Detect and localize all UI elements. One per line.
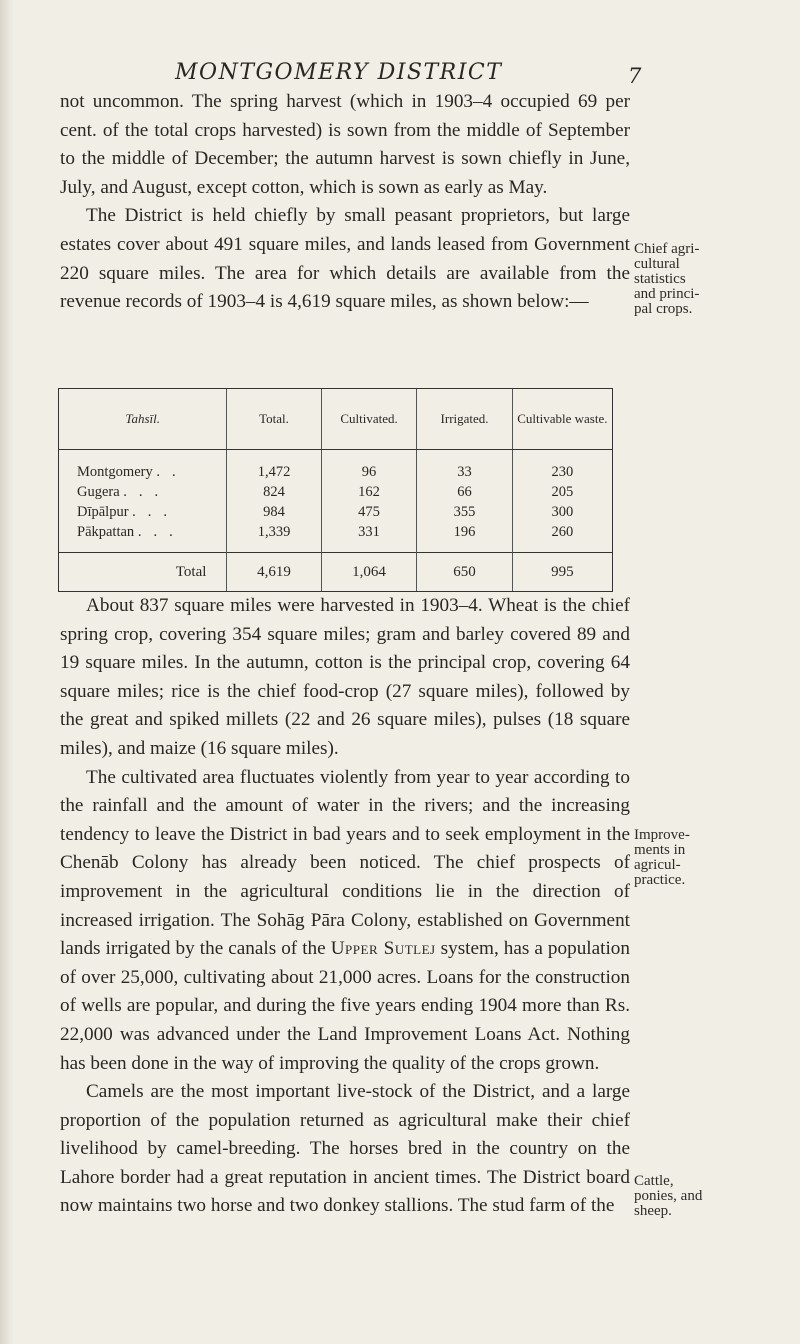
cell-total: 984 <box>227 502 321 522</box>
text-block-2 <box>60 592 630 1221</box>
column-header-cultivable-waste: Cultivable waste. <box>512 389 612 450</box>
cell-cultivated: 331 <box>321 522 417 553</box>
tahsil-name: Gugera ... <box>59 482 227 502</box>
paragraph-land-tenure: The District is held chiefly by small peasant proprietors, but large estates cover about 491 square miles, and lands leased from Government 220 square miles. The area for which details are available from the revenue records of 1903–4 is 4,619 square miles, as shown below:— <box>60 205 630 313</box>
cell-irrigated: 196 <box>417 522 512 553</box>
cell-cultivated: 1,064 <box>321 553 417 592</box>
cell-total: 1,472 <box>227 450 321 483</box>
sidenote-line: and princi- <box>634 286 700 302</box>
cell-irrigated: 66 <box>417 482 512 502</box>
cell-waste: 995 <box>512 553 612 592</box>
page-number: 7 <box>628 64 642 88</box>
total-label: Total <box>59 553 227 592</box>
cell-irrigated: 650 <box>417 553 512 592</box>
sidenote-agricultural-statistics <box>634 242 794 317</box>
table-row <box>59 450 613 483</box>
page-binding-shadow <box>0 0 14 1344</box>
cell-waste: 300 <box>512 502 612 522</box>
sidenote-line: cultural <box>634 256 680 272</box>
tahsil-name: Dīpālpur ... <box>59 502 227 522</box>
paragraph-harvested-area: About 837 square miles were harvested in 1903–4. Wheat is the chief spring crop, covering 354 square miles; gram and barley covered 89 and 19 square miles. In the autumn, cotton is the principal crop, covering 64 square miles; rice is the chief food-crop (27 square miles), followed by the great and spiked millets (22 and 26 square miles), pulses (18 square miles), and maize (16 square miles). <box>60 595 630 759</box>
sidenote-line: ponies, and <box>634 1188 703 1204</box>
sidenote-livestock <box>634 1174 794 1219</box>
sidenote-line: practice. <box>634 872 686 888</box>
sidenote-improvements <box>634 828 794 888</box>
column-header-irrigated: Irrigated. <box>417 389 512 450</box>
table-row <box>59 502 613 522</box>
table-row <box>59 482 613 502</box>
cell-cultivated: 162 <box>321 482 417 502</box>
column-header-tahsil: Tahsīl. <box>59 389 227 450</box>
area-statistics-table <box>58 388 613 592</box>
cell-waste: 230 <box>512 450 612 483</box>
sidenote-line: pal crops. <box>634 301 693 317</box>
upper-sutlej-smallcaps: Upper Sutlej <box>330 938 436 960</box>
column-header-cultivated: Cultivated. <box>321 389 417 450</box>
sidenote-line: ments in <box>634 842 686 858</box>
running-head: MONTGOMERY DISTRICT <box>175 60 503 85</box>
sidenote-line: statistics <box>634 271 686 287</box>
tahsil-name: Pākpattan ... <box>59 522 227 553</box>
sidenote-line: agricul- <box>634 857 681 873</box>
cell-total: 824 <box>227 482 321 502</box>
column-header-total: Total. <box>227 389 321 450</box>
paragraph-improvements: The cultivated area fluctuates violently from year to year according to the rainfall and the amount of water in the rivers; and the increasing tendency to leave the District in bad years and to seek employment in the Chenāb Colony has already been noticed. The chief prospects of improvement in the agricultural conditions lie in the direction of increased irrigation. The Sohāg Pāra Colony, established on Government lands irrigated by the canals of the Upper Sutlej system, has a population of over 25,000, cultivating about 21,000 acres. Loans for the construction of wells are popular, and during the five years ending 1904 more than Rs. 22,000 was advanced under the Land Improvement Loans Act. Nothing has been done in the way of improving the quality of the crops grown. <box>60 766 630 1074</box>
sidenote-line: Chief agri- <box>634 241 700 257</box>
tahsil-name: Montgomery .. <box>59 450 227 483</box>
paragraph-livestock: Camels are the most important live-stock of the District, and a large proportion of the population returned as agricultural make their chief livelihood by camel-breeding. The horses bred in the country on the Lahore border had a great reputation in ancient times. The District board now maintains two horse and two donkey stallions. The stud farm of the <box>60 1081 630 1217</box>
cell-irrigated: 33 <box>417 450 512 483</box>
sidenote-line: Improve- <box>634 827 690 843</box>
cell-cultivated: 475 <box>321 502 417 522</box>
cell-total: 4,619 <box>227 553 321 592</box>
cell-cultivated: 96 <box>321 450 417 483</box>
cell-waste: 205 <box>512 482 612 502</box>
cell-waste: 260 <box>512 522 612 553</box>
cell-irrigated: 355 <box>417 502 512 522</box>
paragraph-harvest-seasons: not uncommon. The spring harvest (which in 1903–4 occupied 69 per cent. of the total crops harvested) is sown from the middle of September to the middle of December; the autumn harvest is sown chiefly in June, July, and August, except cotton, which is sown as early as May. <box>60 91 630 198</box>
cell-total: 1,339 <box>227 522 321 553</box>
table-header-row <box>59 389 613 450</box>
table-total-row <box>59 553 613 592</box>
sidenote-line: Cattle, <box>634 1173 674 1189</box>
text-block-1 <box>60 88 630 317</box>
table-row <box>59 522 613 553</box>
sidenote-line: sheep. <box>634 1203 672 1219</box>
